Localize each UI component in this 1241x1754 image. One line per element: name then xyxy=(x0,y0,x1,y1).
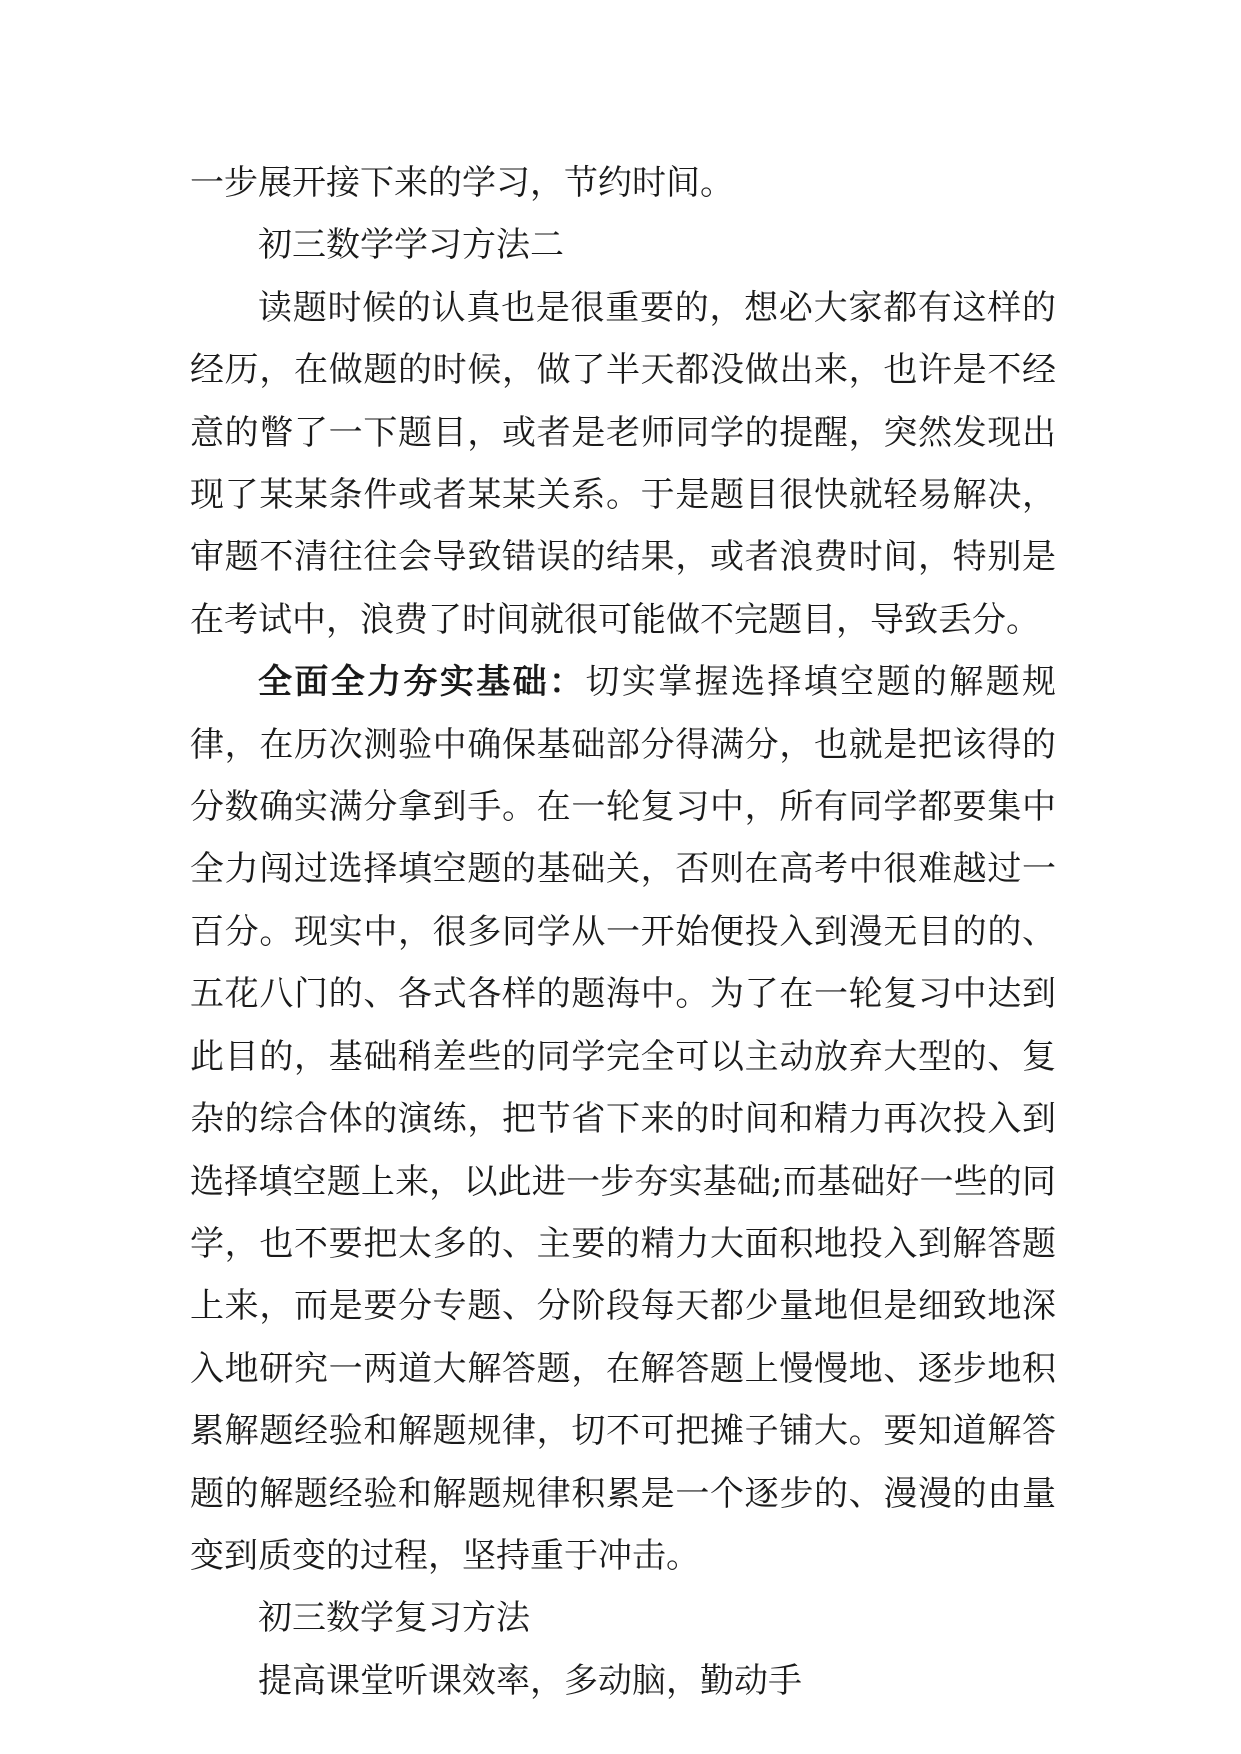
paragraph-body-text: 切实掌握选择填空题的解题规律，在历次测验中确保基础部分得满分，也就是把该得的分数确实满分拿到手。在一轮复习中，所有同学都要集中全力闯过选择填空题的基础关，否则在高考中很难越过一百分。现实中，很多同学从一开始便投入到漫无目的的、五花八门的、各式各样的题海中。为了在一轮复习中达到此目的，基础稍差些的同学完全可以主动放弃大型的、复杂的综合体的演练，把节省下来的时间和精力再次投入到选择填空题上来，以此进一步夯实基础;而基础好一些的同学，也不要把太多的、主要的精力大面积地投入到解答题上来，而是要分专题、分阶段每天都少量地但是细致地深入地研究一两道大解答题，在解答题上慢慢地、逐步地积累解题经验和解题规律，切不可把摊子铺大。要知道解答题的解题经验和解题规律积累是一个逐步的、漫漫的由量变到质变的过程，坚持重于冲击。 xyxy=(190,662,1057,1576)
paragraph-continuation: 一步展开接下来的学习，节约时间。 xyxy=(190,163,734,203)
paragraph-reading-questions: 读题时候的认真也是很重要的，想必大家都有这样的经历，在做题的时候，做了半天都没做出来，也许是不经意的瞥了一下题目，或者是老师同学的提醒，突然发现出现了某某条件或者某某关系。于是题目很快就轻易解决，审题不清往往会导致错误的结果，或者浪费时间，特别是在考试中，浪费了时间就很可能做不完题目，导致丢分。 xyxy=(190,287,1056,640)
document-body xyxy=(190,152,1056,1712)
paragraph-foundation xyxy=(190,651,1056,1587)
section-heading-review-method: 初三数学复习方法 xyxy=(258,1598,530,1639)
paragraph-classroom-efficiency: 提高课堂听课效率，多动脑，勤动手 xyxy=(258,1660,802,1701)
paragraph-lead-text: 全面全力夯实基础： xyxy=(258,662,586,703)
section-heading-method-two: 初三数学学习方法二 xyxy=(258,225,564,266)
